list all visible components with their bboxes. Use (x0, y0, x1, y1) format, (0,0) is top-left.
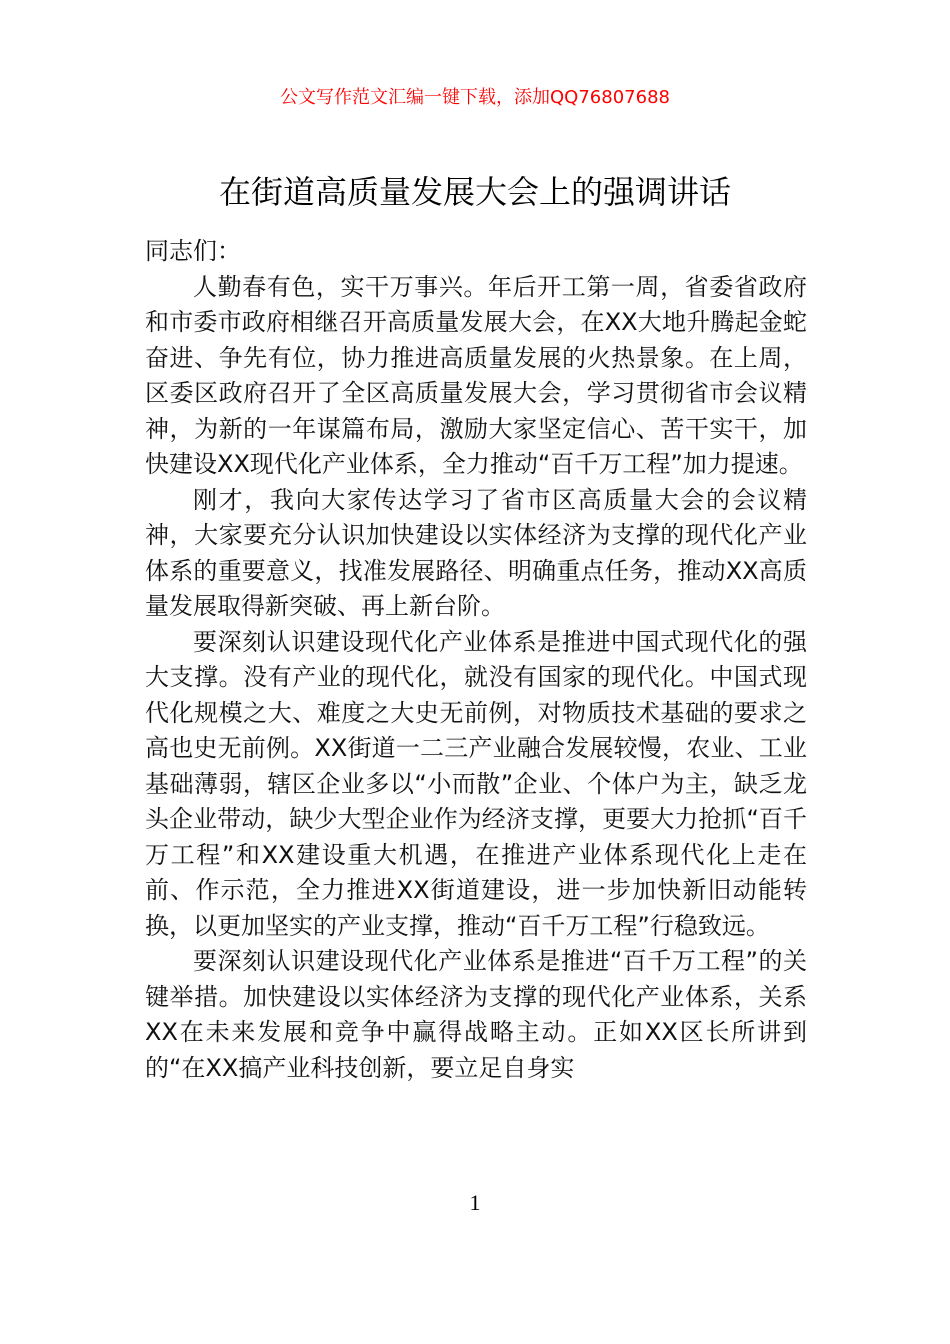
paragraph: 要深刻认识建设现代化产业体系是推进中国式现代化的强大支撑。没有产业的现代化，就没有国家的现代化。中国式现代化规模之大、难度之大史无前例，对物质技术基础的要求之高也史无前例。XX街道一二三产业融合发展较慢，农业、工业基础薄弱，辖区企业多以“小而散”企业、个体户为主，缺乏龙头企业带动，缺少大型企业作为经济支撑，更要大力抢抓“百千万工程”和XX建设重大机遇，在推进产业体系现代化上走在前、作示范，全力推进XX街道建设，进一步加快新旧动能转换，以更加坚实的产业支撑，推动“百千万工程”行稳致远。 (145, 627, 807, 940)
download-banner: 公文写作范文汇编一键下载，添加QQ76807688 (280, 87, 670, 108)
document-title: 在街道高质量发展大会上的强调讲话 (218, 173, 731, 211)
salutation: 同志们： (145, 237, 241, 265)
document-body (145, 234, 807, 1086)
paragraph: 人勤春有色，实干万事兴。年后开工第一周，省委省政府和市委市政府相继召开高质量发展大会，在XX大地升腾起金蛇奋进、争先有位，协力推进高质量发展的火热景象。在上周，区委区政府召开了全区高质量发展大会，学习贯彻省市会议精神，为新的一年谋篇布局，激励大家坚定信心、苦干实干，加快建设XX现代化产业体系，全力推动“百千万工程”加力提速。 (145, 272, 807, 478)
paragraph: 刚才，我向大家传达学习了省市区高质量大会的会议精神，大家要充分认识加快建设以实体经济为支撑的现代化产业体系的重要意义，找准发展路径、明确重点任务，推动XX高质量发展取得新突破、再上新台阶。 (145, 485, 807, 620)
page-number: 1 (469, 1190, 481, 1215)
paragraph: 要深刻认识建设现代化产业体系是推进“百千万工程”的关键举措。加快建设以实体经济为支撑的现代化产业体系，关系XX在未来发展和竞争中赢得战略主动。正如XX区长所讲到的“在XX搞产业科技创新，要立足自身实 (145, 947, 807, 1082)
